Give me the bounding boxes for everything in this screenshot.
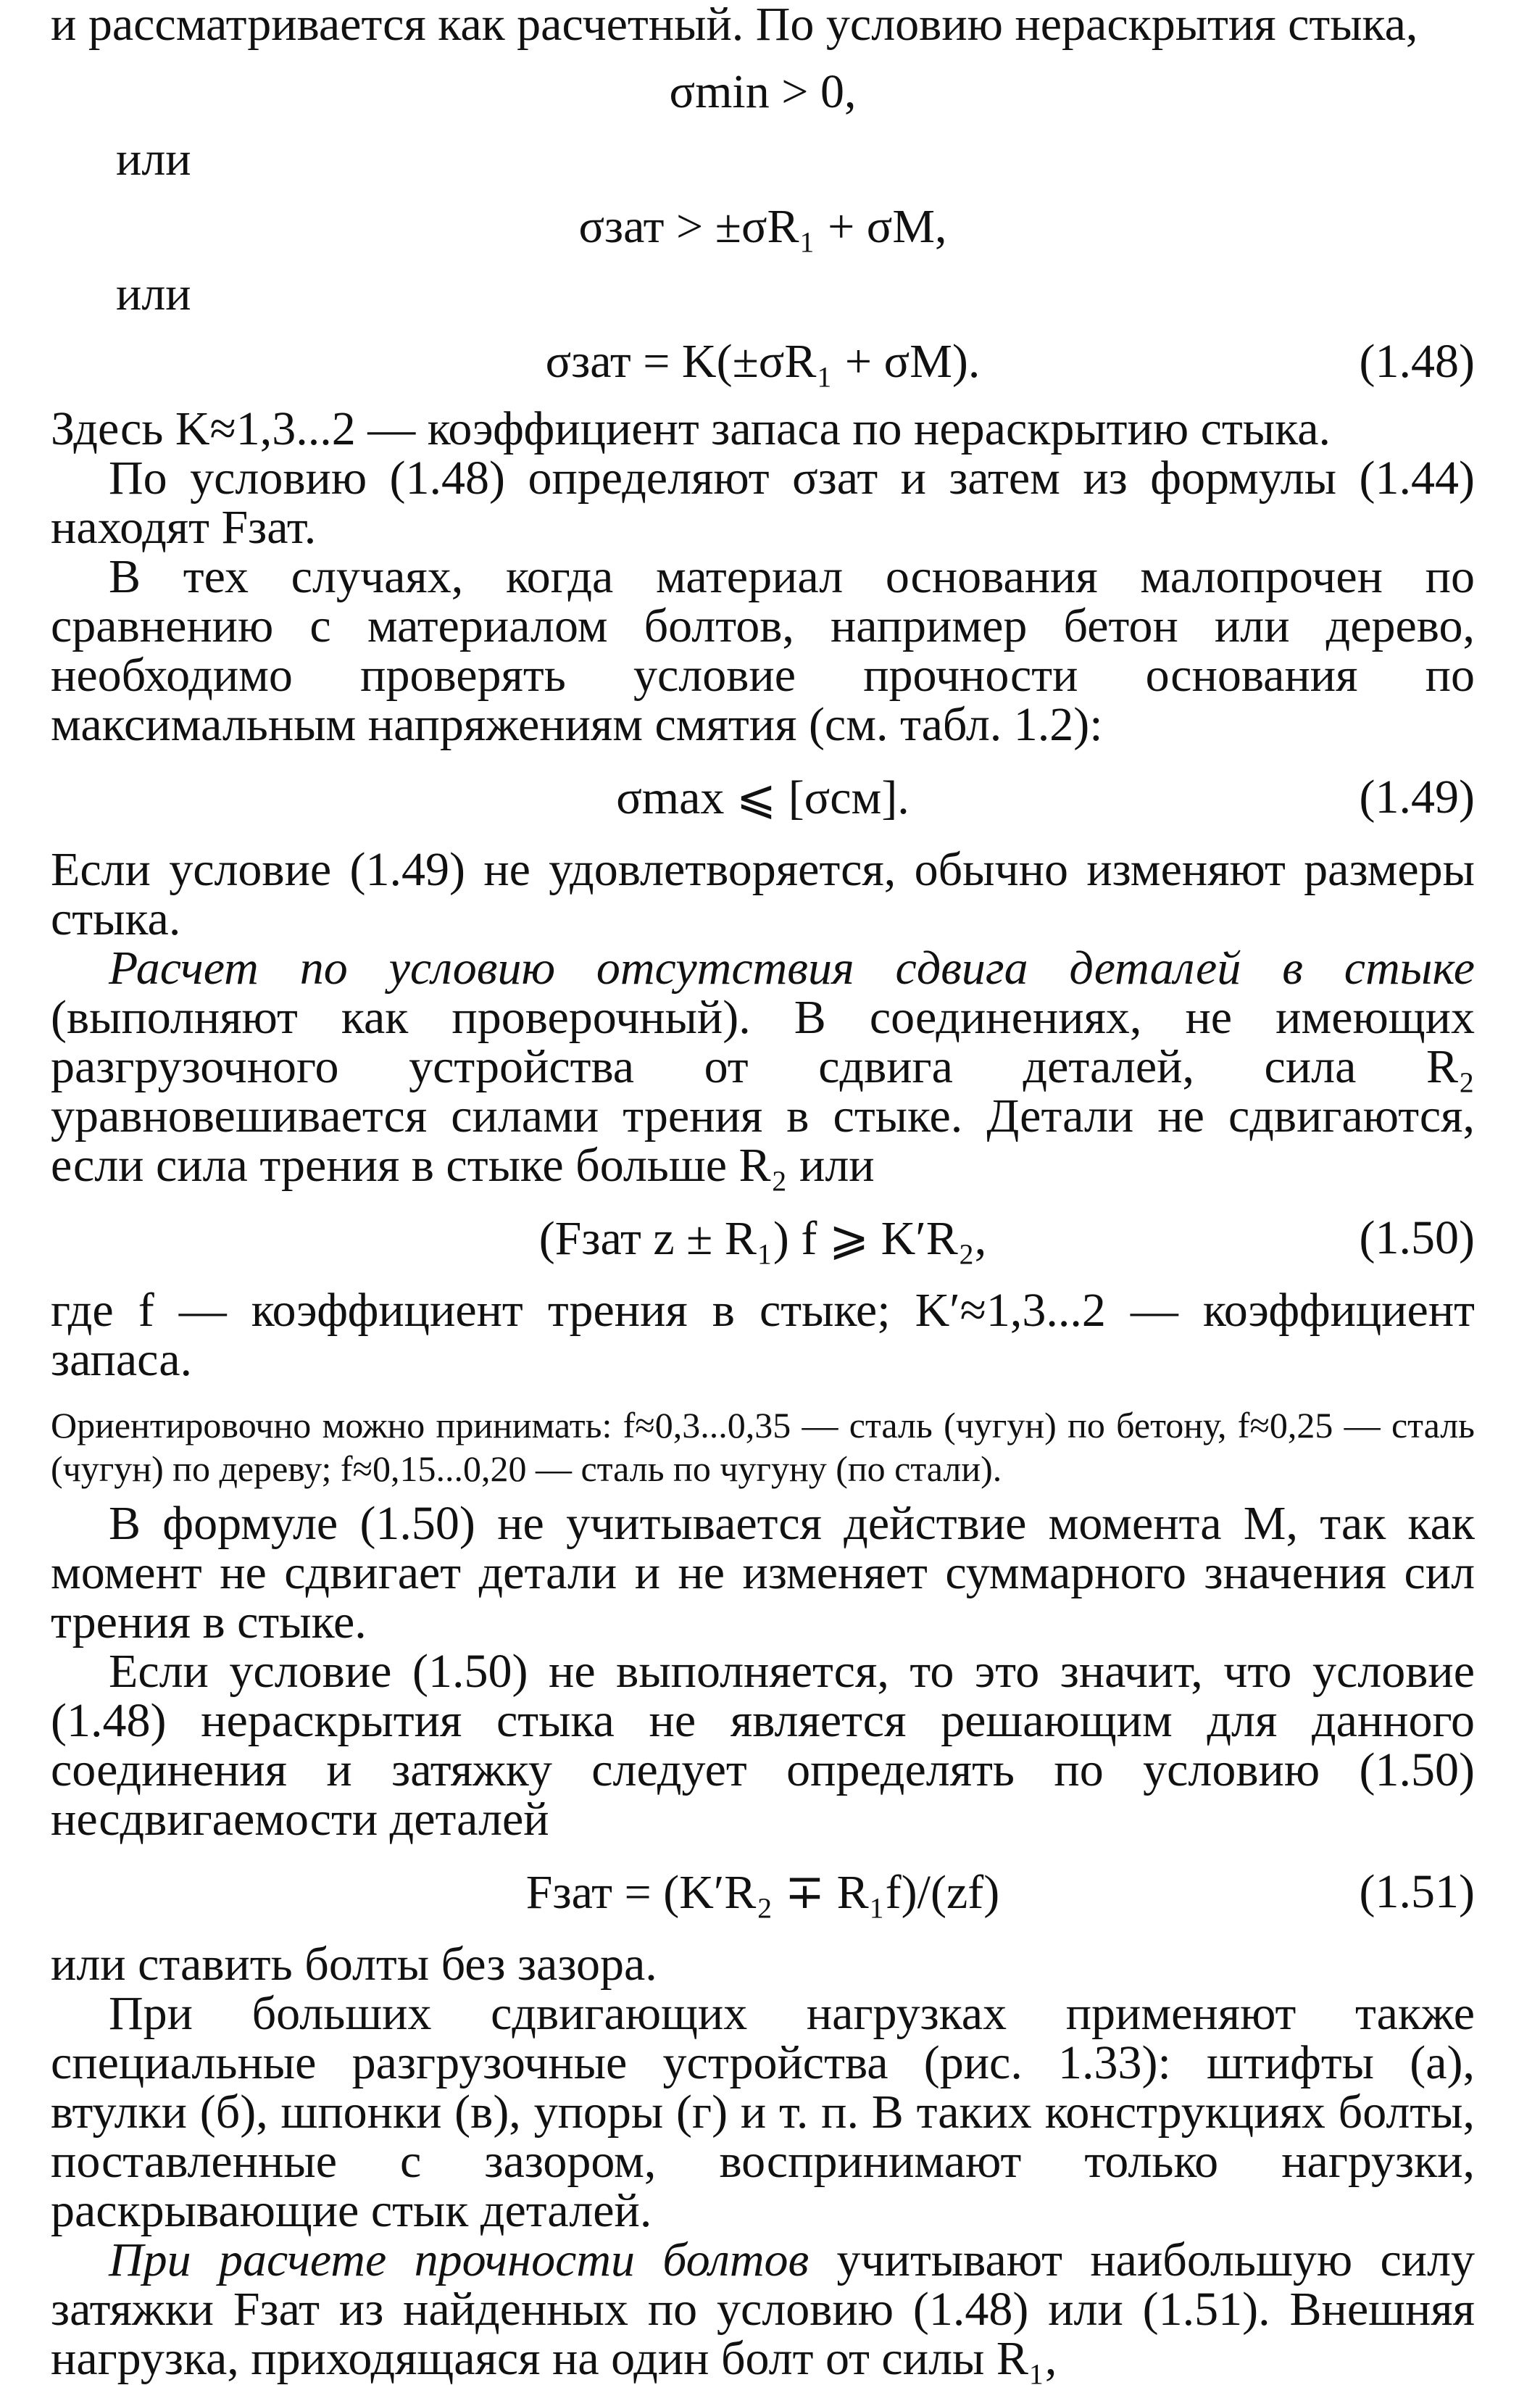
paragraph-bolt-strength [51,2233,1475,2385]
formula-1-50 [51,1190,1475,1286]
connector-or-1: или [116,133,191,186]
formula-1-51-expr: Fзат = (K′R₂ ∓ R₁f)/(zf) [525,1866,1000,1919]
paragraph-unloading-devices: При больших сдвигающих нагрузках применяют также специальные разгрузочные устройства (рис. 1.33): штифты (а), втулки (б), шпонки (в), упоры (г) и т. п. В таких конструкциях болты, поставленные с зазором, воспринимают только нагрузки, раскрывающие стык деталей. [51,1987,1475,2237]
formula-1-48-expr: σзат = K(±σR₁ + σM). [545,335,981,388]
formula-inequality-expr: σзат > ±σR₁ + σM, [578,200,947,253]
formula-1-49-expr: σmax ⩽ [σсм]. [616,771,910,824]
equation-number-1-51: (1.51) [1359,1865,1475,1918]
paragraph-find-tightening: По условию (1.48) определяют σзат и затем из формулы (1.44) находят Fзат. [51,452,1475,554]
paragraph-bolts-without-gap: или ставить болты без зазора. [51,1938,657,1991]
italic-heading-shear: Расчет по условию отсутствия сдвига деталей в стыке [109,942,1475,995]
paragraph-moment-note: В формуле (1.50) не учитывается действие момента M, так как момент не сдвигает детали и не изменяет суммарного значения сил трения в стыке. [51,1497,1475,1648]
equation-number-1-48: (1.48) [1359,335,1475,388]
equation-number-1-49: (1.49) [1359,771,1475,824]
paragraph-base-strength: В тех случаях, когда материал основания малопрочен по сравнению с материалом болтов, например бетон или дерево, необходимо проверять условие прочности основания по максимальным напряжениям смятия (см. табл. 1.2): [51,550,1475,751]
paragraph-bolt-strength-body: учитывают наибольшую силу затяжки Fзат из найденных по условию (1.48) или (1.51). Внешняя нагрузка, приходящаяся на один болт от силы R₁, [51,2233,1475,2385]
paragraph-shear-body: (выполняют как проверочный). В соединениях, не имеющих разгрузочного устройства от сдвига деталей, сила R₂ уравновешивается силами трения в стыке. Детали не сдвигаются, если сила трения в стыке больше R₂ или [51,991,1475,1192]
paragraph-nonopening-intro: и рассматривается как расчетный. По условию нераскрытия стыка, [51,0,1418,51]
note-friction-values: Ориентировочно можно принимать: f≈0,3...0,35 — сталь (чугун) по бетону, f≈0,25 — сталь (чугун) по дереву; f≈0,15...0,20 — сталь по чугуну (по стали). [51,1405,1475,1489]
formula-sigma-min-expr: σmin > 0, [669,65,857,118]
formula-sigma-min [51,49,1475,135]
formula-1-51 [51,1844,1475,1940]
paragraph-safety-factor: Здесь K≈1,3...2 — коэффициент запаса по нераскрытию стыка. [51,402,1331,455]
formula-1-49 [51,750,1475,845]
paragraph-friction-coefficient: где f — коэффициент трения в стыке; K′≈1,3...2 — коэффициент запаса. [51,1284,1475,1386]
paragraph-shear-calculation [51,944,1475,1190]
connector-or-2: или [116,267,191,320]
paragraph-condition-failure: Если условие (1.50) не выполняется, то это значит, что условие (1.48) нераскрытия стыка не является решающим для данного соединения и затяжку следует определять по условию (1.50) несдвигаемости деталей [51,1645,1475,1846]
formula-1-48 [51,319,1475,405]
formula-1-50-expr: (Fзат z ± R₁) f ⩾ K′R₂, [538,1212,987,1265]
formula-inequality [51,184,1475,270]
paragraph-resize-joint: Если условие (1.49) не удовлетворяется, обычно изменяют размеры стыка. [51,843,1475,945]
equation-number-1-50: (1.50) [1359,1211,1475,1264]
italic-heading-bolt-strength: При расчете прочности болтов [109,2233,809,2286]
